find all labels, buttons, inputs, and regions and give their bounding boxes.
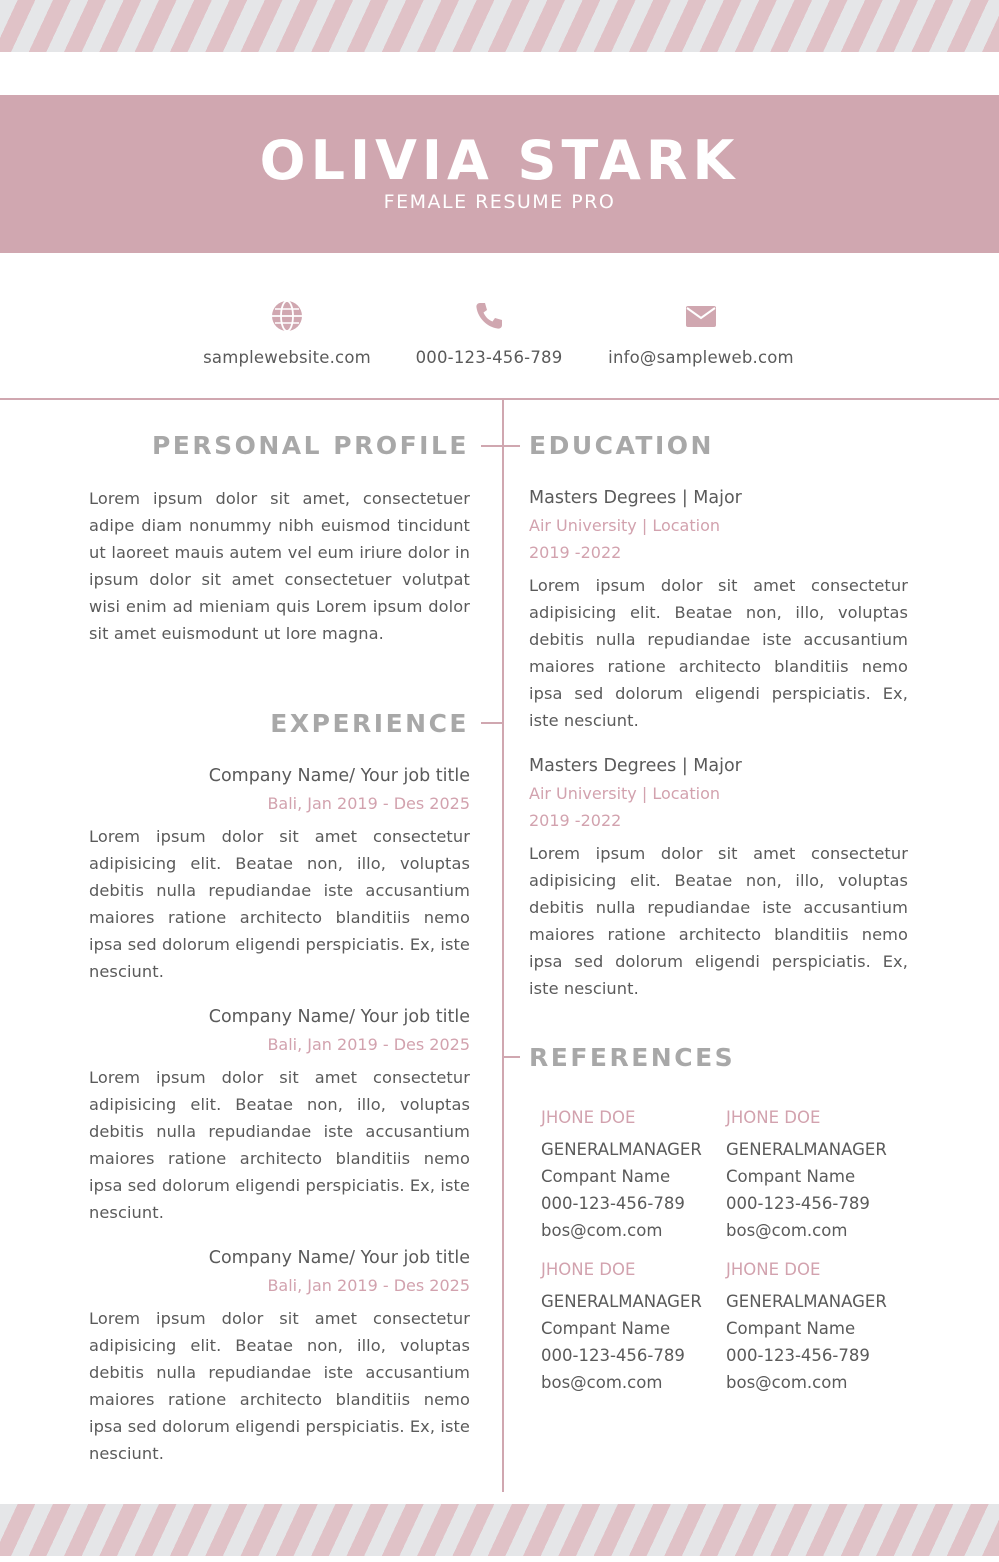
reference-name: JHONE DOE xyxy=(726,1108,821,1127)
reference-card xyxy=(541,1256,726,1396)
job-date: Bali, Jan 2019 - Des 2025 xyxy=(267,1276,470,1295)
contact-email[interactable] xyxy=(581,300,821,367)
reference-phone: 000-123-456-789 xyxy=(726,1194,870,1213)
job-description: Lorem ipsum dolor sit amet consectetur adipisicing elit. Beatae non, illo, voluptas debitis nulla repudiandae iste accusantium maiores ratione architecto blanditiis nemo ipsa sed dolorum eligendi perspiciatis. Ex, iste nesciunt. xyxy=(89,1309,470,1463)
website-text: samplewebsite.com xyxy=(203,348,371,367)
reference-role: GENERALMANAGER xyxy=(726,1292,887,1311)
vertical-divider xyxy=(502,400,504,1492)
education-years: 2019 -2022 xyxy=(529,811,622,830)
education-school: Air University | Location xyxy=(529,516,720,535)
reference-role: GENERALMANAGER xyxy=(541,1140,702,1159)
email-text: info@sampleweb.com xyxy=(608,348,794,367)
education-school: Air University | Location xyxy=(529,784,720,803)
job-title: Company Name/ Your job title xyxy=(208,766,470,786)
reference-card xyxy=(726,1256,911,1396)
job-title: Company Name/ Your job title xyxy=(208,1248,470,1268)
education-description: Lorem ipsum dolor sit amet consectetur adipisicing elit. Beatae non, illo, voluptas debitis nulla repudiandae iste accusantium maiores ratione architecto blanditiis nemo ipsa sed dolorum eligendi perspiciatis. Ex, iste nesciunt. xyxy=(529,844,908,998)
job-date: Bali, Jan 2019 - Des 2025 xyxy=(267,1035,470,1054)
reference-company: Compant Name xyxy=(726,1167,856,1186)
profile-text: Lorem ipsum dolor sit amet, consectetuer adipe diam nonummy nibh euismod tincidunt ut laoreet mauis autem vel eum iriure dolor in ipsum dolor sit amet consectetuer volutpat wisi enim ad mieniam quis Lorem ipsum dolor sit amet euismodunt ut lore magna. xyxy=(89,489,470,643)
experience-tick xyxy=(481,722,503,724)
phone-text: 000-123-456-789 xyxy=(415,348,563,367)
reference-company: Compant Name xyxy=(541,1319,671,1338)
job-date: Bali, Jan 2019 - Des 2025 xyxy=(267,794,470,813)
reference-email: bos@com.com xyxy=(726,1221,848,1240)
top-stripe-border xyxy=(0,0,999,52)
reference-company: Compant Name xyxy=(726,1319,856,1338)
reference-role: GENERALMANAGER xyxy=(726,1140,887,1159)
references-heading: REFERENCES xyxy=(529,1043,736,1072)
education-degree: Masters Degrees | Major xyxy=(529,756,742,776)
reference-phone: 000-123-456-789 xyxy=(726,1346,870,1365)
candidate-subtitle: FEMALE RESUME PRO xyxy=(383,191,616,213)
horizontal-divider xyxy=(0,398,999,400)
education-tick xyxy=(504,445,520,447)
education-heading: EDUCATION xyxy=(529,431,714,460)
contact-phone[interactable] xyxy=(369,300,609,367)
job-description: Lorem ipsum dolor sit amet consectetur adipisicing elit. Beatae non, illo, voluptas debitis nulla repudiandae iste accusantium maiores ratione architecto blanditiis nemo ipsa sed dolorum eligendi perspiciatis. Ex, iste nesciunt. xyxy=(89,1068,470,1222)
experience-heading: EXPERIENCE xyxy=(270,709,469,738)
job-title: Company Name/ Your job title xyxy=(208,1007,470,1027)
reference-email: bos@com.com xyxy=(726,1373,848,1392)
reference-name: JHONE DOE xyxy=(541,1108,636,1127)
reference-name: JHONE DOE xyxy=(541,1260,636,1279)
bottom-stripe-border xyxy=(0,1504,999,1556)
education-description: Lorem ipsum dolor sit amet consectetur adipisicing elit. Beatae non, illo, voluptas debitis nulla repudiandae iste accusantium maiores ratione architecto blanditiis nemo ipsa sed dolorum eligendi perspiciatis. Ex, iste nesciunt. xyxy=(529,576,908,730)
envelope-icon xyxy=(581,300,821,336)
reference-role: GENERALMANAGER xyxy=(541,1292,702,1311)
reference-phone: 000-123-456-789 xyxy=(541,1194,685,1213)
reference-card xyxy=(541,1104,726,1244)
profile-heading: PERSONAL PROFILE xyxy=(151,431,469,460)
reference-name: JHONE DOE xyxy=(726,1260,821,1279)
reference-phone: 000-123-456-789 xyxy=(541,1346,685,1365)
education-years: 2019 -2022 xyxy=(529,543,622,562)
reference-email: bos@com.com xyxy=(541,1221,663,1240)
header-banner xyxy=(0,95,999,253)
candidate-name: OLIVIA STARK xyxy=(259,129,740,192)
reference-company: Compant Name xyxy=(541,1167,671,1186)
job-description: Lorem ipsum dolor sit amet consectetur adipisicing elit. Beatae non, illo, voluptas debitis nulla repudiandae iste accusantium maiores ratione architecto blanditiis nemo ipsa sed dolorum eligendi perspiciatis. Ex, iste nesciunt. xyxy=(89,827,470,981)
reference-email: bos@com.com xyxy=(541,1373,663,1392)
education-degree: Masters Degrees | Major xyxy=(529,488,742,508)
profile-tick xyxy=(481,445,503,447)
references-tick xyxy=(504,1056,520,1058)
reference-card xyxy=(726,1104,911,1244)
phone-icon xyxy=(369,300,609,336)
